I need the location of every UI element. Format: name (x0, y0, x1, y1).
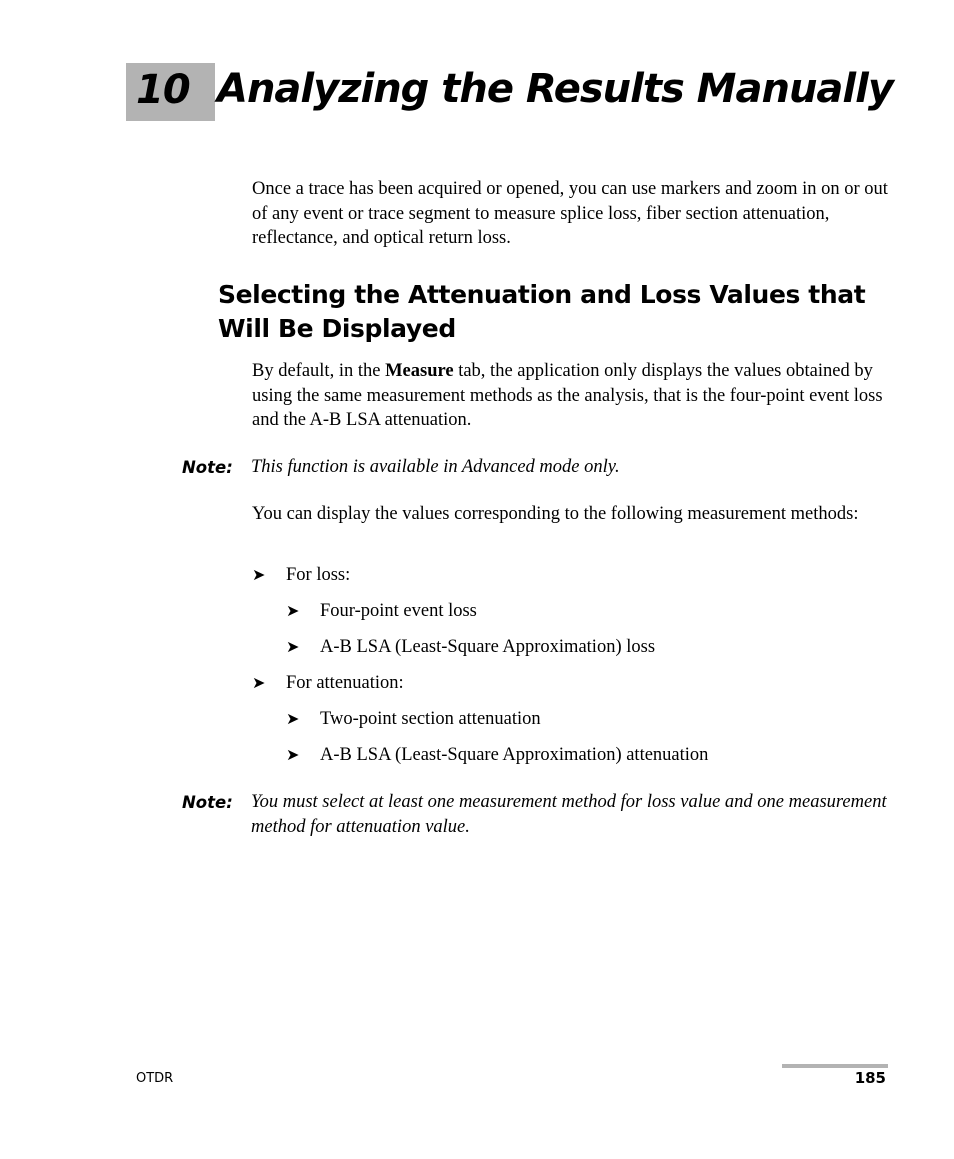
list-item-label: For attenuation: (286, 673, 404, 693)
list-item-label: Four-point event loss (320, 601, 477, 621)
arrow-bullet-icon: ➤ (252, 565, 266, 584)
arrow-bullet-icon: ➤ (286, 709, 300, 728)
note-text: This function is available in Advanced mode only. (251, 457, 620, 477)
methods-paragraph: You can display the values corresponding to the following measurement methods: (252, 504, 859, 524)
note-label: Note: (182, 793, 233, 812)
note-text: You must select at least one measurement method for loss value and one measurement method for attenuation value. (251, 792, 887, 837)
list-item-label: Two-point section attenuation (320, 709, 541, 729)
measure-tab-name: Measure (385, 361, 454, 381)
list-item-label: A-B LSA (Least-Square Approximation) loss (320, 637, 656, 657)
paragraph-text-start: By default, in the (252, 361, 386, 381)
footer-product-name: OTDR (136, 1071, 174, 1086)
arrow-bullet-icon: ➤ (286, 601, 300, 620)
list-item-label: For loss: (286, 565, 351, 585)
page-number: 185 (854, 1069, 886, 1087)
intro-paragraph: Once a trace has been acquired or opened, you can use markers and zoom in on or out of any event or trace segment to measure splice loss, fiber section attenuation, reflectance, and optical return loss. (252, 179, 888, 249)
default-values-paragraph (252, 359, 892, 433)
arrow-bullet-icon: ➤ (286, 637, 300, 656)
arrow-bullet-icon: ➤ (286, 745, 300, 764)
chapter-title: Analyzing the Results Manually (217, 66, 893, 112)
paragraph-text-end: tab, the application only displays the values obtained by using the same measurement methods as the analysis, that is the four-point event loss and the A-B LSA attenuation. (252, 361, 883, 431)
chapter-number: 10 (136, 67, 190, 113)
footer-rule (782, 1064, 888, 1068)
note-label: Note: (182, 458, 233, 477)
list-item-label: A-B LSA (Least-Square Approximation) attenuation (320, 745, 709, 765)
section-heading: Selecting the Attenuation and Loss Values that Will Be Displayed (218, 280, 866, 343)
arrow-bullet-icon: ➤ (252, 673, 266, 692)
